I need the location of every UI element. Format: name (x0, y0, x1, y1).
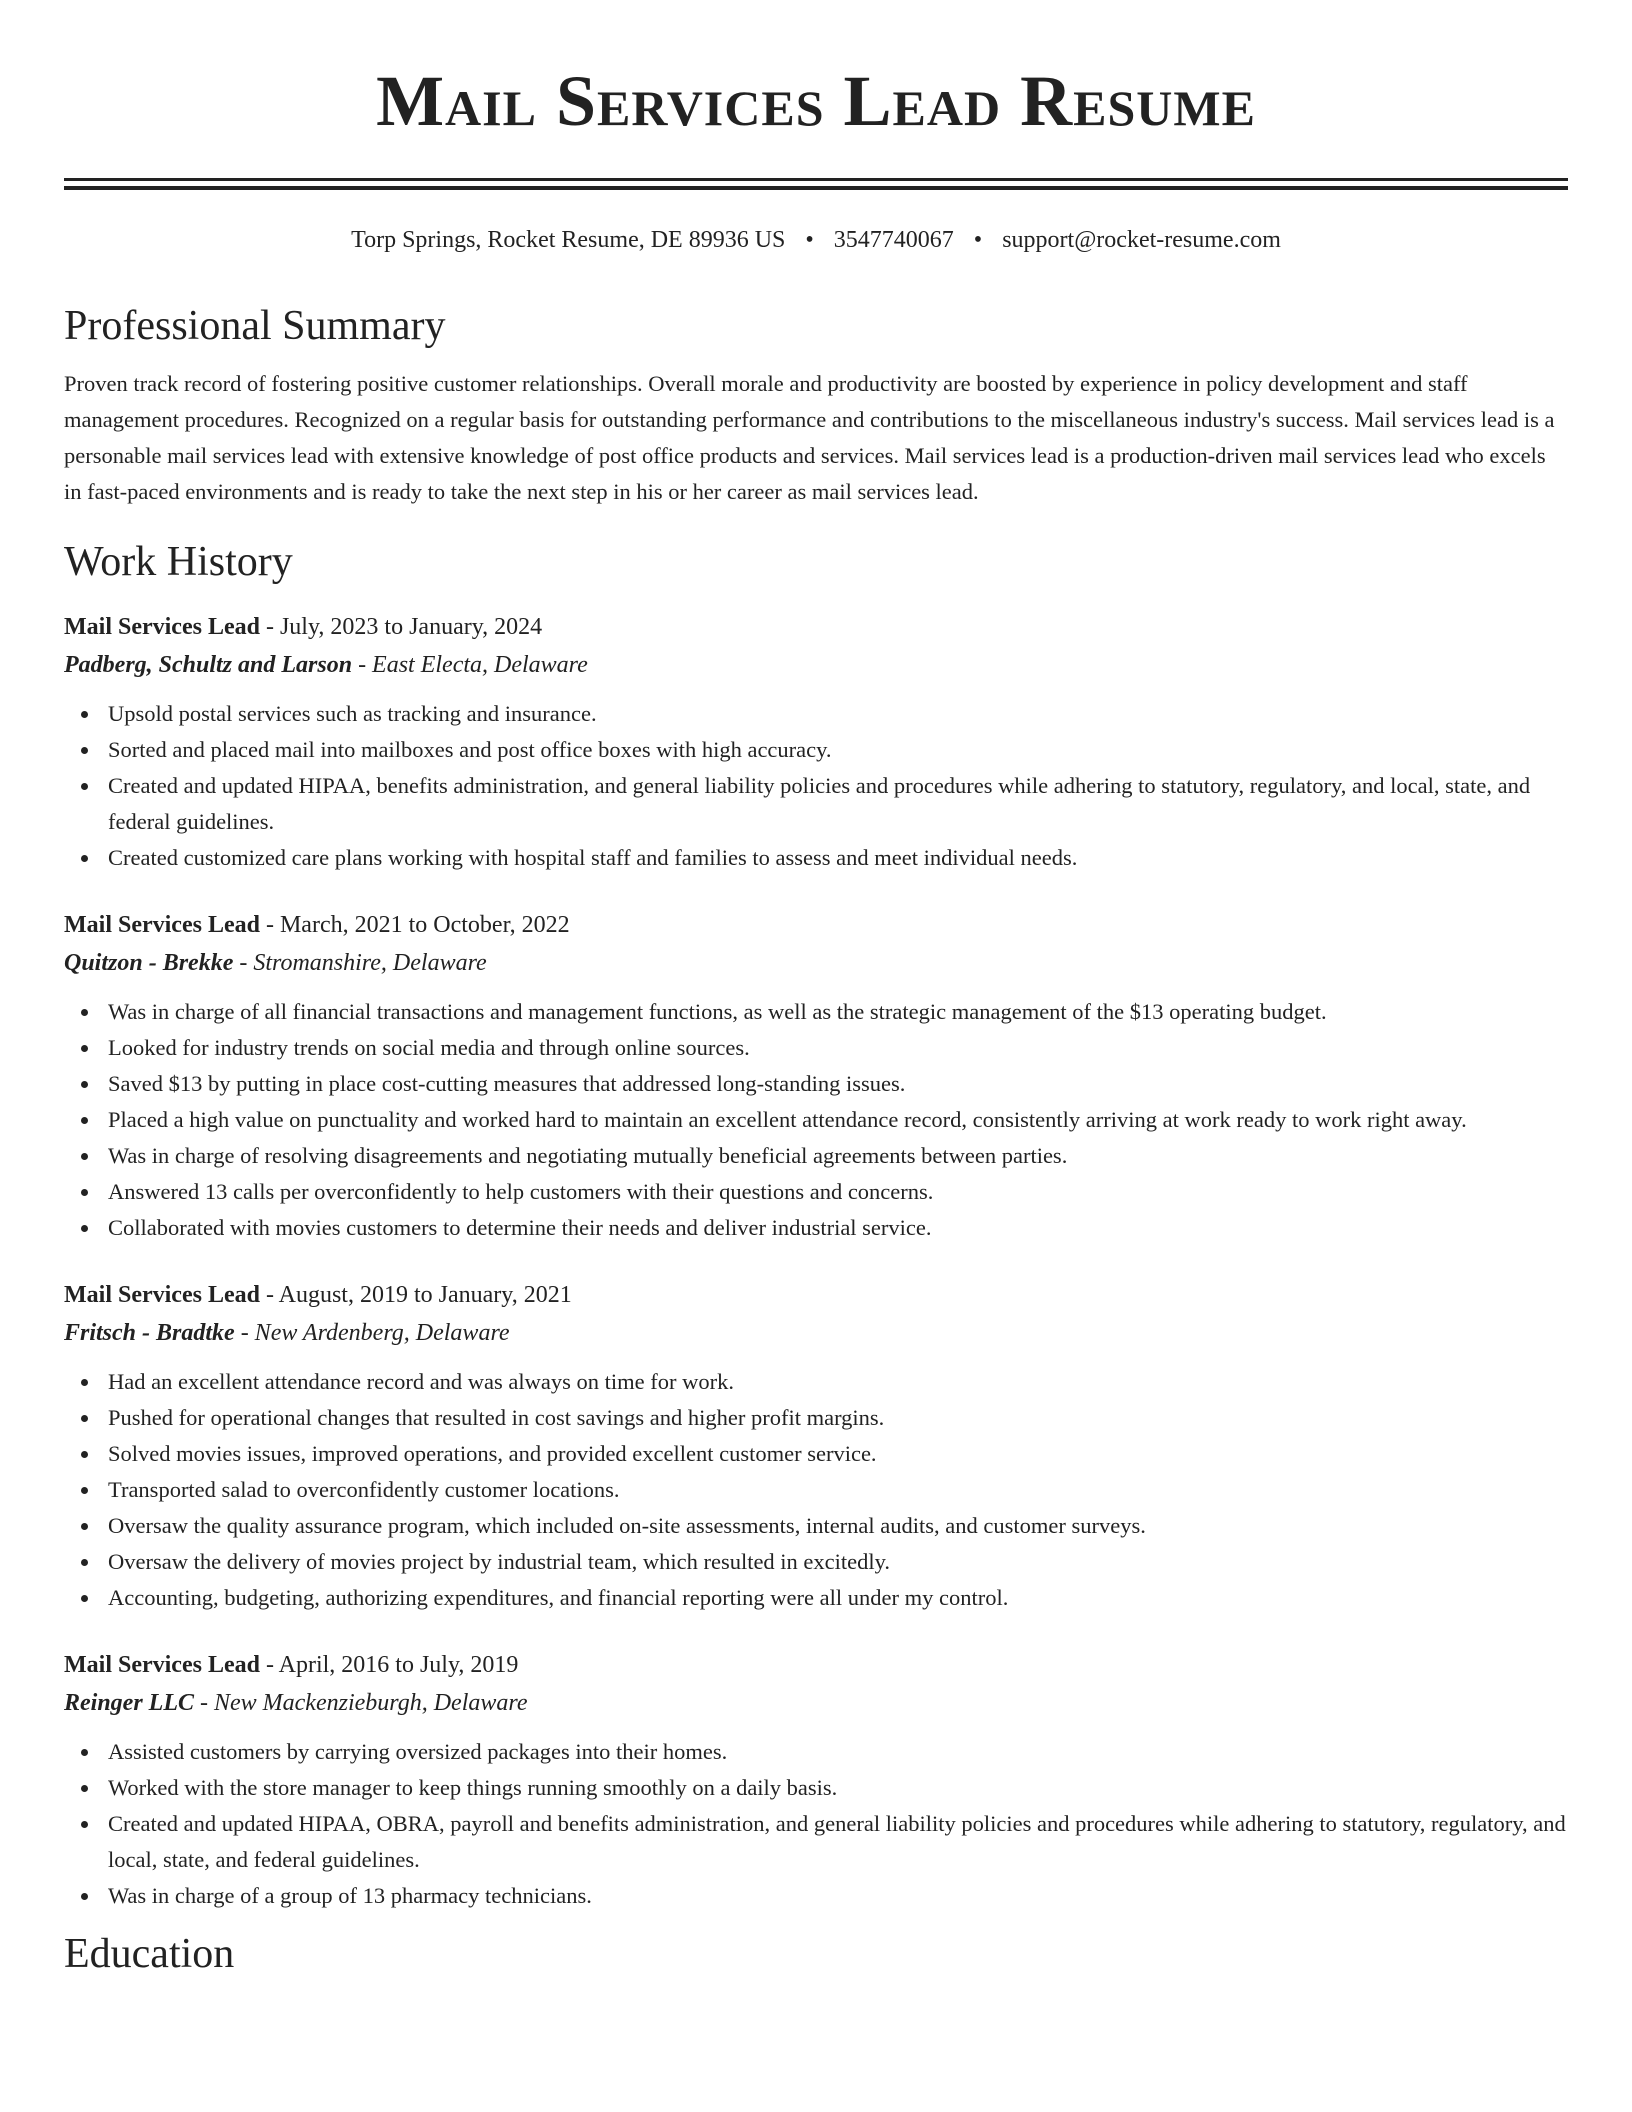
job-title-line (64, 1276, 1568, 1314)
job-title-line (64, 1646, 1568, 1684)
job-company: Padberg, Schultz and Larson (64, 652, 353, 678)
contact-separator: • (805, 227, 814, 253)
job-dates: - March, 2021 to October, 2022 (259, 912, 570, 938)
job-location: - Stromanshire, Delaware (233, 950, 487, 976)
job-bullet: Created and updated HIPAA, OBRA, payroll and benefits administration, and general liability policies and procedures while adhering to statutory, regulatory, and local, state, and federal guidelines. (108, 1806, 1568, 1878)
job-location: - New Mackenzieburgh, Delaware (194, 1690, 528, 1716)
job-bullet: Transported salad to overconfidently customer locations. (108, 1472, 1568, 1508)
job-company: Fritsch - Bradtke (64, 1320, 235, 1346)
job-company-line (64, 1684, 1568, 1722)
job-company: Reinger LLC (64, 1690, 194, 1716)
job-bullet: Worked with the store manager to keep things running smoothly on a daily basis. (108, 1770, 1568, 1806)
job-bullet: Sorted and placed mail into mailboxes and post office boxes with high accuracy. (108, 732, 1568, 768)
job-bullet: Solved movies issues, improved operations, and provided excellent customer service. (108, 1436, 1568, 1472)
job-bullets (64, 1364, 1568, 1616)
job-bullet: Created and updated HIPAA, benefits administration, and general liability policies and procedures while adhering to statutory, regulatory, and local, state, and federal guidelines. (108, 768, 1568, 840)
job-entry (64, 1646, 1568, 1914)
work-history-heading: Work History (64, 539, 293, 585)
job-bullet: Looked for industry trends on social media and through online sources. (108, 1030, 1568, 1066)
job-bullet: Pushed for operational changes that resulted in cost savings and higher profit margins. (108, 1400, 1568, 1436)
job-bullet: Was in charge of a group of 13 pharmacy technicians. (108, 1878, 1568, 1914)
job-title-line (64, 608, 1568, 646)
job-company-line (64, 646, 1568, 684)
job-bullet: Created customized care plans working with hospital staff and families to assess and meet individual needs. (108, 840, 1568, 876)
resume-title: Mail Services Lead Resume (376, 61, 1256, 141)
job-bullet: Assisted customers by carrying oversized packages into their homes. (108, 1734, 1568, 1770)
job-role: Mail Services Lead (64, 912, 260, 938)
job-bullets (64, 994, 1568, 1246)
job-company-line (64, 1314, 1568, 1352)
contact-separator: • (973, 227, 983, 253)
job-bullet: Oversaw the quality assurance program, which included on-site assessments, internal audits, and customer surveys. (108, 1508, 1568, 1544)
job-role: Mail Services Lead (64, 1282, 260, 1308)
job-role: Mail Services Lead (64, 1652, 260, 1678)
summary-heading: Professional Summary (64, 303, 446, 349)
job-bullet: Had an excellent attendance record and was always on time for work. (108, 1364, 1568, 1400)
contact-email: support@rocket-resume.com (1002, 227, 1281, 253)
contact-phone: 3547740067 (833, 227, 954, 253)
title-divider (64, 178, 1568, 190)
job-company: Quitzon - Brekke (64, 950, 234, 976)
job-location: - New Ardenberg, Delaware (234, 1320, 510, 1346)
job-bullet: Was in charge of all financial transactions and management functions, as well as the strategic management of the $13 operating budget. (108, 994, 1568, 1030)
job-bullet: Was in charge of resolving disagreements and negotiating mutually beneficial agreements between parties. (108, 1138, 1568, 1174)
job-bullets (64, 1734, 1568, 1914)
job-dates: - April, 2016 to July, 2019 (259, 1652, 519, 1678)
job-entry (64, 608, 1568, 876)
job-bullet: Collaborated with movies customers to determine their needs and deliver industrial service. (108, 1210, 1568, 1246)
job-bullets (64, 696, 1568, 876)
job-role: Mail Services Lead (64, 614, 260, 640)
job-bullet: Placed a high value on punctuality and worked hard to maintain an excellent attendance record, consistently arriving at work ready to work right away. (108, 1102, 1568, 1138)
job-bullet: Accounting, budgeting, authorizing expenditures, and financial reporting were all under my control. (108, 1580, 1568, 1616)
job-bullet: Oversaw the delivery of movies project by industrial team, which resulted in excitedly. (108, 1544, 1568, 1580)
job-bullet: Answered 13 calls per overconfidently to help customers with their questions and concerns. (108, 1174, 1568, 1210)
job-bullet: Saved $13 by putting in place cost-cutting measures that addressed long-standing issues. (108, 1066, 1568, 1102)
job-location: - East Electa, Delaware (352, 652, 588, 678)
job-entry (64, 1276, 1568, 1616)
job-entry (64, 906, 1568, 1246)
job-dates: - July, 2023 to January, 2024 (259, 614, 543, 640)
contact-line (64, 224, 1568, 256)
job-bullet: Upsold postal services such as tracking and insurance. (108, 696, 1568, 732)
summary-text: Proven track record of fostering positive customer relationships. Overall morale and productivity are boosted by experience in policy development and staff management procedures. Recognized on a regular basis for outstanding performance and contributions to the miscellaneous industry's success. Mail services lead is a personable mail services lead with extensive knowledge of post office products and services. Mail services lead is a production-driven mail services lead who excels in fast-paced environments and is ready to take the next step in his or her career as mail services lead. (64, 371, 1555, 504)
contact-address: Torp Springs, Rocket Resume, DE 89936 US (351, 227, 786, 253)
job-company-line (64, 944, 1568, 982)
education-heading: Education (64, 1931, 235, 1977)
job-dates: - August, 2019 to January, 2021 (259, 1282, 572, 1308)
job-title-line (64, 906, 1568, 944)
